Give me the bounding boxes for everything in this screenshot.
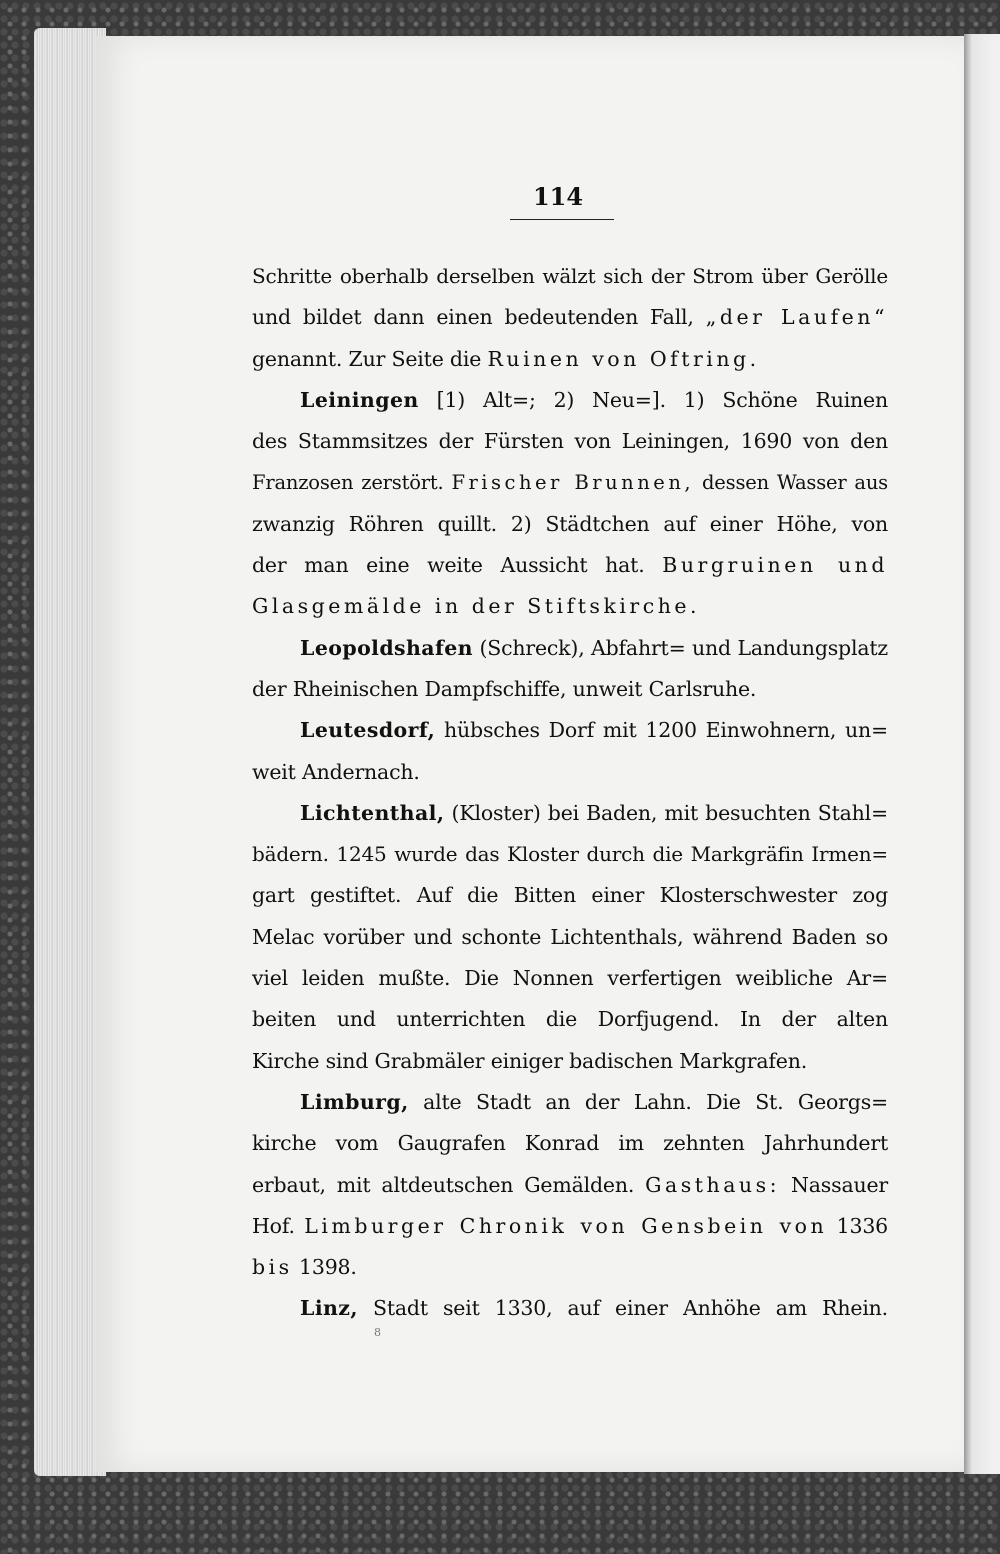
entry-heading: Linz, [300, 1296, 358, 1321]
page-text [252, 256, 888, 1330]
entry-line: Leopoldshafen (Schreck), Abfahrt= und Landungsplatz [300, 635, 888, 660]
text-line: zwanzig Röhren quillt. 2) Städtchen auf einer Höhe, von [252, 511, 888, 536]
text-line: des Stammsitzes der Fürsten von Leiningen, 1690 von den [252, 429, 888, 454]
text-line: Melac vorüber und schonte Lichtenthals, während Baden so [252, 924, 888, 949]
entry-line: Linz, Stadt seit 1330, auf einer Anhöhe am Rhein. [300, 1296, 888, 1321]
entry-line: Leutesdorf, hübsches Dorf mit 1200 Einwohnern, un= [300, 718, 888, 743]
text-line: gart gestiftet. Auf die Bitten einer Klosterschwester zog [252, 883, 888, 908]
text-line: genannt. Zur Seite die Ruinen von Oftring. [252, 346, 760, 371]
text-line: weit Andernach. [252, 759, 420, 784]
text-line: Kirche sind Grabmäler einiger badischen Markgrafen. [252, 1048, 808, 1073]
text-line: Franzosen zerstört. Frischer Brunnen, dessen Wasser aus [252, 471, 888, 495]
text-line: bis 1398. [252, 1255, 357, 1280]
text-line: Glasgemälde in der Stiftskirche. [252, 594, 701, 619]
text-line: der man eine weite Aussicht hat. Burgruinen und [252, 553, 888, 578]
entry-line: Limburg, alte Stadt an der Lahn. Die St. Georgs= [300, 1089, 888, 1114]
page-number: 114 [532, 182, 584, 211]
facing-page-edge [964, 34, 1000, 1474]
entry-heading: Lichtenthal, [300, 800, 445, 825]
entry-heading: Leiningen [300, 387, 419, 412]
signature-mark: 8 [374, 1326, 381, 1339]
page-number-rule [510, 219, 614, 220]
text-line: viel leiden mußte. Die Nonnen verfertigen weibliche Ar= [252, 966, 888, 991]
text-line: und bildet dann einen bedeutenden Fall, „der Laufen“ [252, 305, 888, 330]
text-line: kirche vom Gaugrafen Konrad im zehnten Jahrhundert [252, 1131, 888, 1156]
entry-heading: Leopoldshafen [300, 635, 473, 660]
entry-heading: Leutesdorf, [300, 718, 436, 743]
entry-line: Leiningen [1) Alt=; 2) Neu=]. 1) Schöne Ruinen [300, 387, 888, 412]
text-line: bädern. 1245 wurde das Kloster durch die Markgräfin Irmen= [252, 842, 888, 867]
text-line: erbaut, mit altdeutschen Gemälden. Gasthaus: Nassauer [252, 1172, 888, 1197]
entry-line: Lichtenthal, (Kloster) bei Baden, mit besuchten Stahl= [300, 800, 888, 825]
text-line: der Rheinischen Dampfschiffe, unweit Carlsruhe. [252, 676, 757, 701]
entry-heading: Limburg, [300, 1089, 409, 1114]
text-line: Schritte oberhalb derselben wälzt sich der Strom über Gerölle [252, 264, 888, 288]
text-line: beiten und unterrichten die Dorfjugend. In der alten [252, 1007, 888, 1032]
text-line: Hof. Limburger Chronik von Gensbein von 1336 [252, 1213, 889, 1238]
